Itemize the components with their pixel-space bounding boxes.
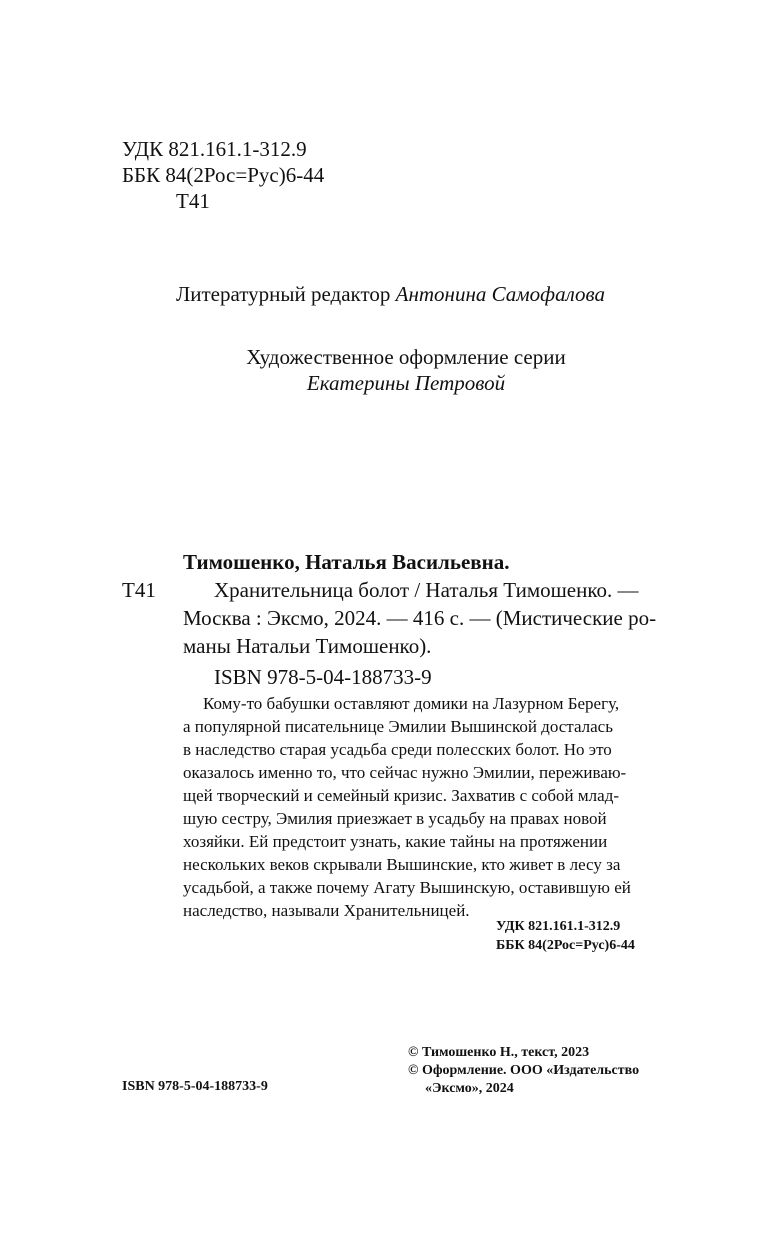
annotation-line: шую сестру, Эмилия приезжает в усадьбу на правах новой <box>183 809 607 828</box>
record-author-mark: Т41 <box>122 578 156 602</box>
literary-editor-name: Антонина Самофалова <box>395 282 605 306</box>
footer-isbn: ISBN 978-5-04-188733-9 <box>122 1079 268 1094</box>
annotation-line: нескольких веков скрывали Вышинские, кто живет в лесу за <box>183 855 621 874</box>
literary-editor-label: Литературный редактор <box>176 282 391 306</box>
author-heading: Тимошенко, Наталья Васильевна. <box>183 550 510 574</box>
annotation-line: усадьбой, а также почему Агату Вышинскую, оставившую ей <box>183 878 631 897</box>
udk-code: УДК 821.161.1-312.9 <box>122 137 307 161</box>
annotation-line: а популярной писательнице Эмилии Вышинской досталась <box>183 717 613 736</box>
copyright-line: © Оформление. ООО «Издательство <box>408 1063 640 1078</box>
description-line: Москва : Эксмо, 2024. — 416 с. — (Мистические ро- <box>183 606 657 630</box>
bbk-code: ББК 84(2Рос=Рус)6-44 <box>122 163 325 187</box>
annotation-line: оказалось именно то, что сейчас нужно Эмилии, переживаю- <box>183 763 627 782</box>
series-design-name: Екатерины Петровой <box>306 371 506 395</box>
annotation-line: хозяйки. Ей предстоит узнать, какие тайны на протяжении <box>183 832 608 851</box>
description-line: маны Натальи Тимошенко). <box>183 634 432 658</box>
udk-code-repeat: УДК 821.161.1-312.9 <box>496 919 621 934</box>
record-isbn: ISBN 978-5-04-188733-9 <box>214 665 432 689</box>
annotation-line: наследство, называли Хранительницей. <box>183 901 470 920</box>
annotation-line: Кому-то бабушки оставляют домики на Лазурном Берегу, <box>203 694 620 713</box>
copyright-line: «Эксмо», 2024 <box>425 1081 514 1096</box>
author-mark: Т41 <box>176 189 210 213</box>
series-design-label: Художественное оформление серии <box>246 345 566 369</box>
annotation-line: в наследство старая усадьба среди полесских болот. Но это <box>183 740 612 759</box>
copyright-line: © Тимошенко Н., текст, 2023 <box>408 1045 590 1060</box>
literary-editor-line <box>176 281 605 308</box>
bbk-code-repeat: ББК 84(2Рос=Рус)6-44 <box>496 938 635 953</box>
annotation <box>183 692 685 922</box>
description-line: Хранительница болот / Наталья Тимошенко. — <box>214 578 639 602</box>
annotation-line: щей творческий и семейный кризис. Захватив с собой млад- <box>183 786 620 805</box>
